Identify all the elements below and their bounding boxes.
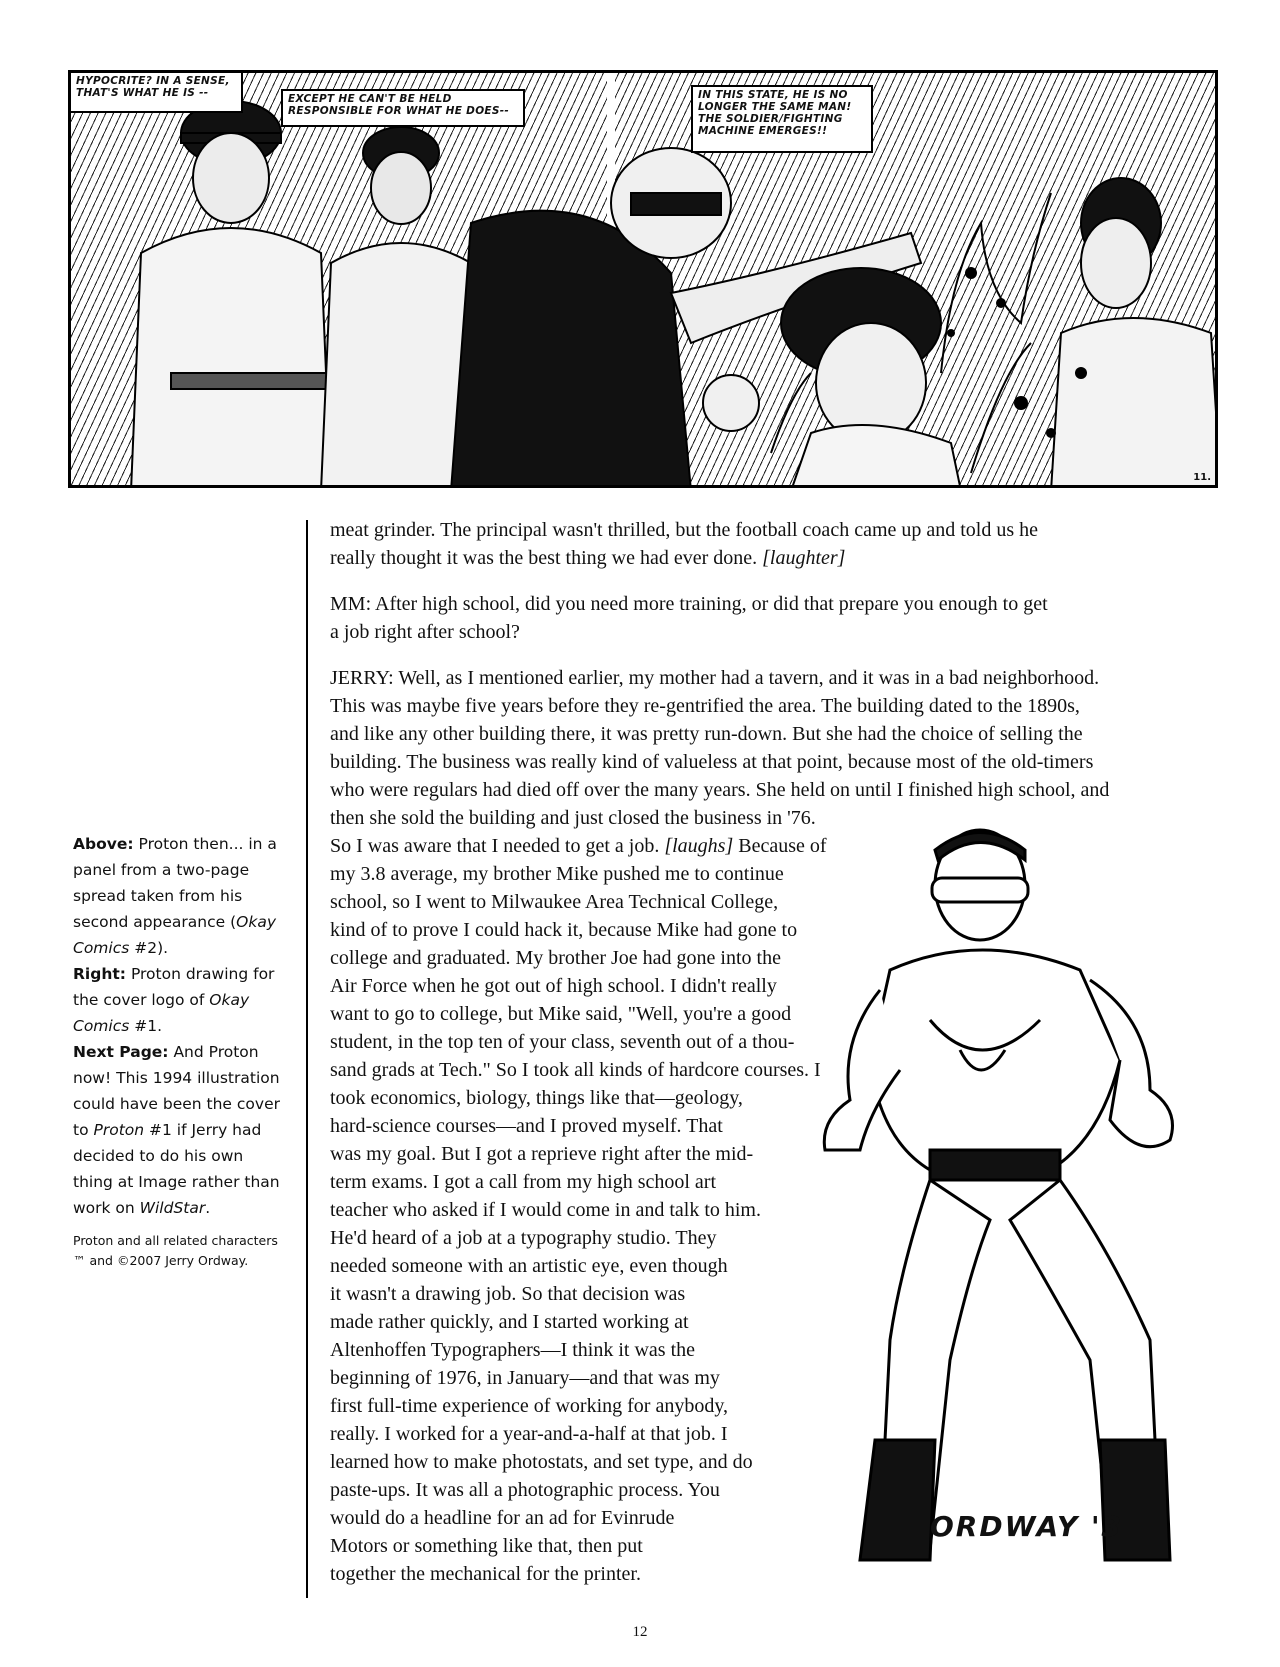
- caption-text: And Proton now! This 1994 illustration could have been the cover to: [73, 1043, 280, 1139]
- text-line: Air Force when he got out of high school. I didn't really: [330, 975, 777, 997]
- text-line: a job right after school?: [330, 621, 520, 643]
- caption-label-right: Right:: [73, 965, 126, 983]
- text-line: and like any other building there, it was pretty run-down. But she had the choice of selling the: [330, 723, 1083, 745]
- caption-text: .: [205, 1199, 211, 1217]
- text-line: building. The business was really kind of valueless at that point, because most of the old-timers: [330, 751, 1094, 773]
- caption-text: Proton drawing for the cover logo of: [73, 965, 275, 1009]
- caption-text: #1.: [129, 1017, 163, 1035]
- text-line: took economics, biology, things like that—geology,: [330, 1087, 743, 1109]
- caption-next-page: [73, 1039, 285, 1221]
- text-line: want to go to college, but Mike said, "Well, you're a good: [330, 1003, 792, 1025]
- caption-label-next: Next Page:: [73, 1043, 169, 1061]
- text-line: would do a headline for an ad for Evinrude: [330, 1507, 675, 1529]
- text-line: term exams. I got a call from my high school art: [330, 1171, 717, 1193]
- text-line: my 3.8 average, my brother Mike pushed me to continue: [330, 863, 784, 885]
- text-line: This was maybe five years before they re-gentrified the area. The building dated to the 1890s,: [330, 695, 1080, 717]
- artist-signature: ORDWAY '3: [930, 1510, 1124, 1543]
- text-line: beginning of 1976, in January—and that was my: [330, 1367, 720, 1389]
- text-line: college and graduated. My brother Joe had gone into the: [330, 947, 781, 969]
- comic-artwork: [71, 73, 1218, 488]
- text-line: Motors or something like that, then put: [330, 1535, 643, 1557]
- caption-above: [73, 831, 285, 961]
- speaker-label: MM:: [330, 593, 372, 615]
- panel-page-number: 11.: [1193, 472, 1211, 483]
- text-line: Altenhoffen Typographers—I think it was the: [330, 1339, 696, 1361]
- stage-direction: [laughs]: [664, 835, 734, 857]
- caption-text: #1 if Jerry had decided to do his own thing at Image rather than work on: [73, 1121, 280, 1217]
- panel-caption-3: IN THIS STATE, HE IS NO LONGER THE SAME MAN! THE SOLDIER/FIGHTING MACHINE EMERGES!!: [691, 85, 873, 153]
- text-line: then she sold the building and just closed the business in '76.: [330, 807, 816, 829]
- text-line: He'd heard of a job at a typography studio. They: [330, 1227, 717, 1249]
- caption-title: WildStar: [139, 1199, 206, 1217]
- text-line: So I was aware that I needed to get a job.: [330, 835, 665, 857]
- text-line: who were regulars had died off over the many years. She held on until I finished high school, and: [330, 779, 1110, 801]
- paragraph-2: [330, 590, 1220, 646]
- caption-right: [73, 961, 285, 1039]
- text-line: it wasn't a drawing job. So that decision was: [330, 1283, 686, 1305]
- caption-text: Proton then... in a panel from a two-page spread taken from his second appearance (: [73, 835, 277, 931]
- comic-panel: [68, 70, 1218, 488]
- caption-label-above: Above:: [73, 835, 134, 853]
- stage-direction: [laughter]: [762, 547, 846, 569]
- text-line: Because of: [733, 835, 827, 857]
- text-line: hard-science courses—and I proved myself. That: [330, 1115, 723, 1137]
- page-number: 12: [632, 1624, 648, 1640]
- caption-title: Proton: [93, 1121, 145, 1139]
- caption-title: Okay Comics: [73, 991, 250, 1035]
- column-divider: [306, 520, 308, 1598]
- text-line: together the mechanical for the printer.: [330, 1563, 641, 1585]
- text-line: Well, as I mentioned earlier, my mother had a tavern, and it was in a bad neighborhood.: [393, 667, 1100, 689]
- text-line: paste-ups. It was all a photographic process. You: [330, 1479, 720, 1501]
- caption-text: #2).: [129, 939, 169, 957]
- text-line: learned how to make photostats, and set type, and do: [330, 1451, 753, 1473]
- caption-title: Okay Comics: [73, 913, 277, 957]
- text-line: meat grinder. The principal wasn't thrilled, but the football coach came up and told us he: [330, 519, 1039, 541]
- text-line: needed someone with an artistic eye, even though: [330, 1255, 728, 1277]
- paragraph-1: [330, 516, 1220, 572]
- panel-caption-1: HYPOCRITE? IN A SENSE, THAT'S WHAT HE IS --: [71, 73, 243, 113]
- image-caption-sidebar: [73, 831, 285, 1271]
- text-line: first full-time experience of working for anybody,: [330, 1395, 729, 1417]
- text-line: teacher who asked if I would come in and talk to him.: [330, 1199, 761, 1221]
- text-line: really. I worked for a year-and-a-half at that job. I: [330, 1423, 728, 1445]
- text-line: After high school, did you need more training, or did that prepare you enough to get: [371, 593, 1048, 615]
- speaker-label: JERRY:: [330, 667, 394, 689]
- proton-drawing: [820, 820, 1250, 1580]
- text-line: school, so I went to Milwaukee Area Technical College,: [330, 891, 779, 913]
- text-line: student, in the top ten of your class, seventh out of a thou-: [330, 1031, 795, 1053]
- text-line: really thought it was the best thing we had ever done.: [330, 547, 763, 569]
- text-line: made rather quickly, and I started working at: [330, 1311, 689, 1333]
- text-line: was my goal. But I got a reprieve right after the mid-: [330, 1143, 754, 1165]
- panel-caption-2: EXCEPT HE CAN'T BE HELD RESPONSIBLE FOR WHAT HE DOES--: [281, 89, 525, 127]
- copyright-credit: Proton and all related characters ™ and ©2007 Jerry Ordway.: [73, 1233, 278, 1268]
- text-line: sand grads at Tech." So I took all kinds of hardcore courses. I: [330, 1059, 821, 1081]
- text-line: kind of to prove I could hack it, because Mike had gone to: [330, 919, 798, 941]
